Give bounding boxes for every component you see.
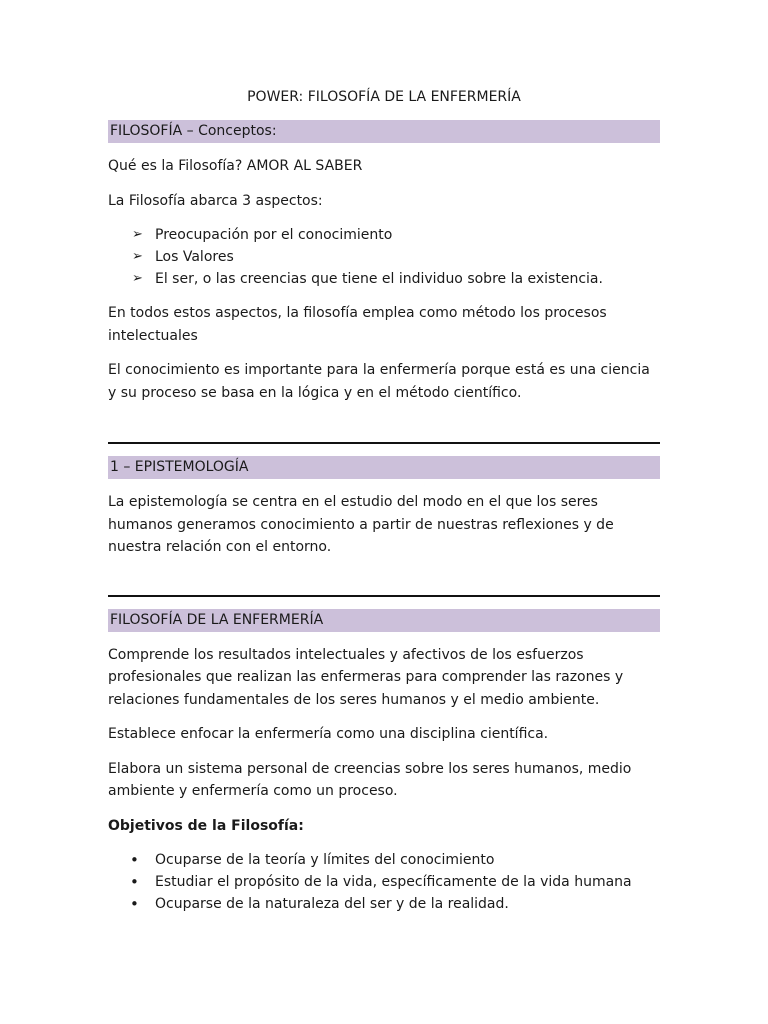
spacer [108, 571, 660, 595]
list-item-text: Ocuparse de la teoría y límites del conocimiento [155, 852, 495, 868]
round-bullet-icon: • [130, 851, 139, 869]
round-bullet-icon: • [130, 873, 139, 891]
section-divider [108, 595, 660, 597]
paragraph-knowledge-importance: El conocimiento es importante para la enfermería porque está es una ciencia y su proceso se basa en la lógica y en el método científico. [108, 362, 650, 401]
section-header-epistemology: 1 – EPISTEMOLOGÍA [108, 456, 660, 479]
section-header-nursing-philosophy: FILOSOFÍA DE LA ENFERMERÍA [108, 609, 660, 632]
section-header-concepts: FILOSOFÍA – Conceptos: [108, 120, 660, 143]
list-item-text: Ocuparse de la naturaleza del ser y de la realidad. [155, 896, 509, 912]
round-bullet-icon: • [130, 895, 139, 913]
paragraph-what-is-philosophy: Qué es la Filosofía? AMOR AL SABER [108, 158, 363, 174]
list-item-text: Estudiar el propósito de la vida, específicamente de la vida humana [155, 874, 632, 890]
objectives-list [108, 849, 660, 915]
document-title: POWER: FILOSOFÍA DE LA ENFERMERÍA [247, 89, 521, 105]
arrowhead-bullet-icon: ➢ [132, 249, 143, 264]
arrowhead-bullet-icon: ➢ [132, 271, 143, 286]
paragraph-nursing-philosophy-1: Comprende los resultados intelectuales y afectivos de los esfuerzos profesionales que realizan las enfermeras para comprender las razones y relaciones fundamentales de los seres humanos y el medio ambiente. [108, 646, 624, 708]
list-item [108, 224, 660, 246]
paragraph-aspects-intro: La Filosofía abarca 3 aspectos: [108, 192, 323, 209]
spacer [108, 416, 660, 442]
paragraph-nursing-philosophy-3: Elabora un sistema personal de creencias sobre los seres humanos, medio ambiente y enfermería como un proceso. [108, 760, 632, 799]
paragraph-nursing-philosophy-2: Establece enfocar la enfermería como una disciplina científica. [108, 726, 549, 742]
list-item-text: Preocupación por el conocimiento [155, 227, 393, 243]
list-item [108, 871, 660, 893]
paragraph-intellectual-methods: En todos estos aspectos, la filosofía emplea como método los procesos intelectuales [108, 305, 607, 344]
document-content [108, 86, 660, 927]
list-item [108, 849, 660, 871]
arrowhead-bullet-icon: ➢ [132, 227, 143, 242]
list-item [108, 246, 660, 268]
section-divider [108, 442, 660, 444]
list-item-text: Los Valores [155, 249, 234, 265]
paragraph-epistemology: La epistemología se centra en el estudio del modo en el que los seres humanos generamos conocimiento a partir de nuestras reflexiones y de nuestra relación con el entorno. [108, 494, 614, 555]
list-item [108, 893, 660, 915]
list-item-text: El ser, o las creencias que tiene el individuo sobre la existencia. [155, 271, 603, 287]
aspects-list [108, 224, 660, 290]
list-item [108, 268, 660, 290]
objectives-heading: Objetivos de la Filosofía: [108, 817, 304, 834]
